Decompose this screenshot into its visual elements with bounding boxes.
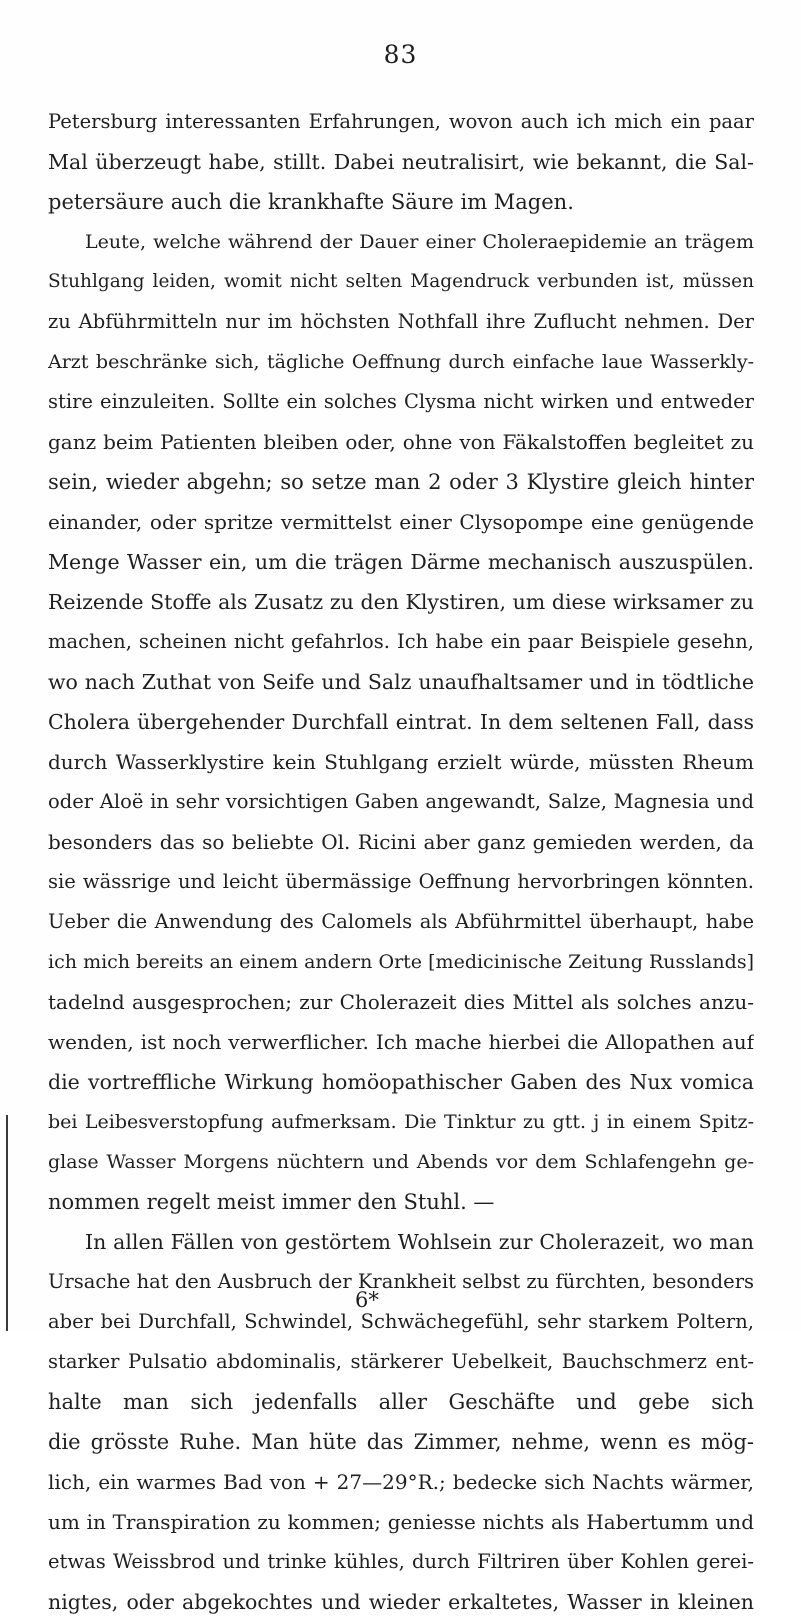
text-line: ich mich bereits an einem andern Orte [medicinische Zeitung Russlands]: [48, 951, 754, 973]
text-line: besonders das so beliebte Ol. Ricini aber ganz gemieden werden, da: [48, 830, 754, 854]
text-line: Leute, welche während der Dauer einer Choleraepidemie an trägem: [85, 231, 754, 253]
text-line: zu Abführmitteln nur im höchsten Nothfall ihre Zuflucht nehmen. Der: [48, 310, 754, 333]
text-line: glase Wasser Morgens nüchtern und Abends vor dem Schlafengehn ge-: [48, 1151, 754, 1173]
text-line: etwas Weissbrod und trinke kühles, durch Filtriren über Kohlen gerei-: [48, 1550, 754, 1573]
text-line: Stuhlgang leiden, womit nicht selten Magendruck verbunden ist, müssen: [48, 271, 754, 292]
text-line: durch Wasserklystire kein Stuhlgang erzielt würde, müssten Rheum: [48, 750, 754, 774]
text-line: oder Aloë in sehr vorsichtigen Gaben angewandt, Salze, Magnesia und: [48, 790, 754, 813]
text-line: um in Transpiration zu kommen; geniesse nichts als Habertumm und: [48, 1510, 754, 1534]
text-line: In allen Fällen von gestörtem Wohlsein zur Cholerazeit, wo man: [85, 1230, 754, 1254]
text-line: sie wässrige und leicht übermässige Oeffnung hervorbringen könnten.: [48, 870, 754, 893]
text-line: stire einzuleiten. Sollte ein solches Clysma nicht wirken und entweder: [48, 390, 754, 413]
text-line: Ueber die Anwendung des Calomels als Abführmittel überhaupt, habe: [48, 910, 754, 933]
text-line: wenden, ist noch verwerflicher. Ich mache hierbei die Allopathen auf: [48, 1030, 754, 1054]
text-line: petersäure auch die krankhafte Säure im Magen.: [48, 190, 574, 214]
text-line: bei Leibesverstopfung aufmerksam. Die Tinktur zu gtt. j in einem Spitz-: [48, 1111, 754, 1133]
text-line: nigtes, oder abgekochtes und wieder erkaltetes, Wasser in kleinen: [48, 1590, 754, 1614]
text-line: halte man sich jedenfalls aller Geschäfte und gebe sich: [48, 1390, 754, 1414]
text-line: Petersburg interessanten Erfahrungen, wovon auch ich mich ein paar: [48, 110, 754, 133]
signature-mark: 6*: [355, 1288, 379, 1312]
text-line: nommen regelt meist immer den Stuhl. —: [48, 1190, 495, 1214]
text-line: einander, oder spritze vermittelst einer Clysopompe eine genügende: [48, 510, 754, 534]
text-line: aber bei Durchfall, Schwindel, Schwächegefühl, sehr starkem Poltern,: [48, 1310, 754, 1333]
text-line: die grösste Ruhe. Man hüte das Zimmer, nehme, wenn es mög-: [48, 1430, 754, 1454]
text-line: tadelnd ausgesprochen; zur Cholerazeit dies Mittel als solches anzu-: [48, 990, 754, 1014]
text-line: starker Pulsatio abdominalis, stärkerer Uebelkeit, Bauchschmerz ent-: [48, 1350, 754, 1373]
page-number: 83: [383, 40, 418, 69]
text-line: Arzt beschränke sich, tägliche Oeffnung durch einfache laue Wasserkly-: [48, 351, 754, 373]
text-line: lich, ein warmes Bad von + 27—29°R.; bedecke sich Nachts wärmer,: [48, 1470, 754, 1494]
text-line: die vortreffliche Wirkung homöopathischer Gaben des Nux vomica: [48, 1070, 754, 1094]
scan-edge-line: [6, 1115, 8, 1331]
text-line: sein, wieder abgehn; so setze man 2 oder 3 Klystire gleich hinter: [48, 470, 754, 494]
text-line: ganz beim Patienten bleiben oder, ohne von Fäkalstoffen begleitet zu: [48, 430, 754, 454]
text-line: Menge Wasser ein, um die trägen Därme mechanisch auszuspülen.: [48, 550, 754, 574]
text-line: Ursache hat den Ausbruch der Krankheit selbst zu fürchten, besonders: [48, 1270, 754, 1293]
text-line: Cholera übergehender Durchfall eintrat. In dem seltenen Fall, dass: [48, 710, 754, 734]
body-text: [48, 102, 754, 1622]
text-line: Mal überzeugt habe, stillt. Dabei neutralisirt, wie bekannt, die Sal-: [48, 150, 754, 174]
text-line: wo nach Zuthat von Seife und Salz unaufhaltsamer und in tödtliche: [48, 670, 754, 694]
text-line: Reizende Stoffe als Zusatz zu den Klystiren, um diese wirksamer zu: [48, 590, 754, 614]
text-line: machen, scheinen nicht gefahrlos. Ich habe ein paar Beispiele gesehn,: [48, 630, 754, 653]
